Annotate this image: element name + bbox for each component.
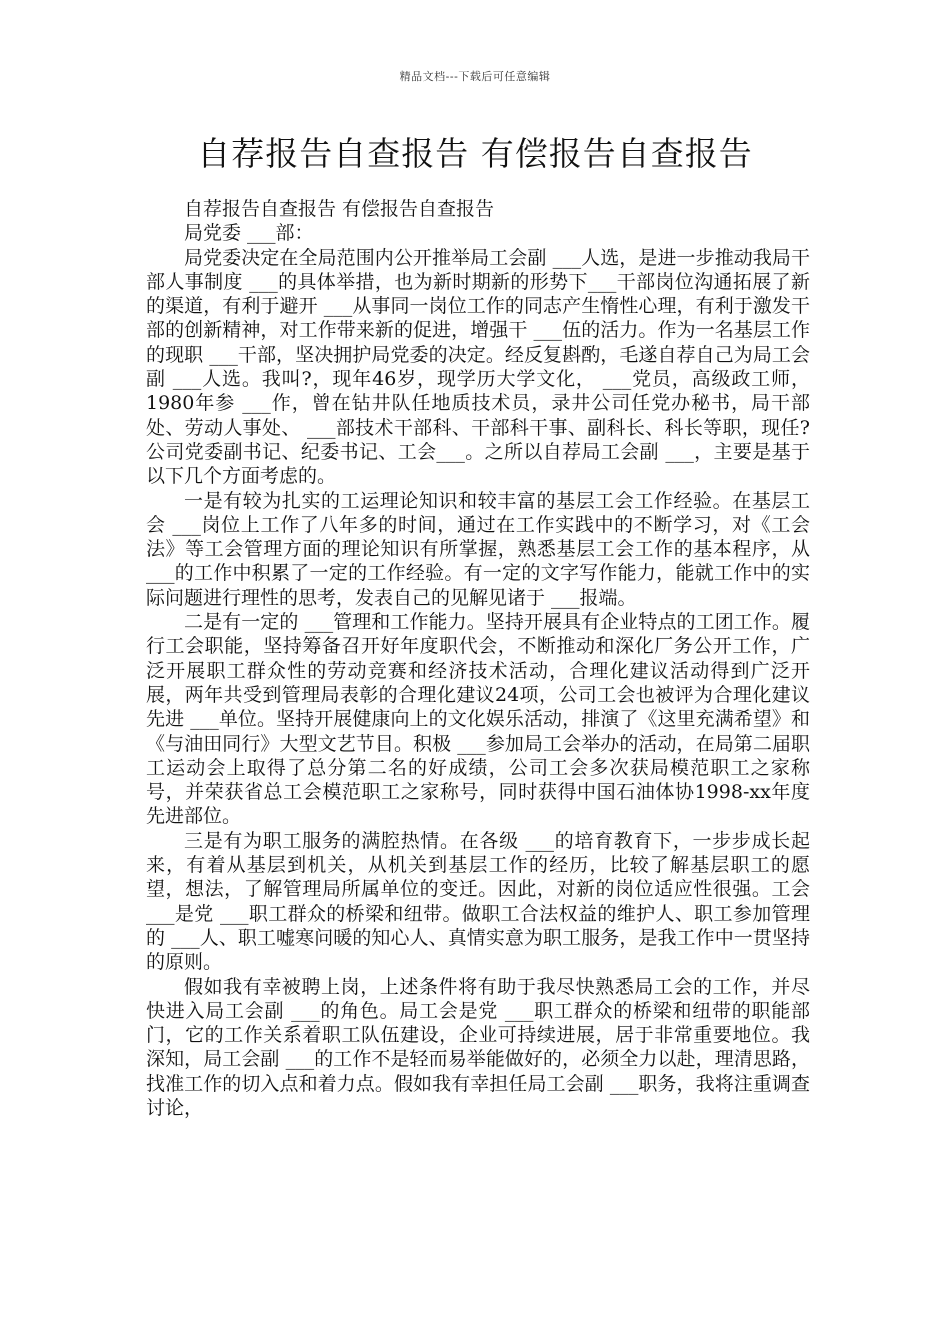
paragraph-subtitle: 自荐报告自查报告 有偿报告自查报告 <box>184 198 495 220</box>
paragraph-salutation: 局党委 ___部： <box>184 222 314 245</box>
paragraph-closing: 假如我有幸被聘上岗，上述条件将有助于我尽快熟悉局工会的工作，并尽快进入局工会副 ___的角色。局工会是党 ___职工群众的桥梁和纽带的职能部门，它的工作关系着职工队伍建设，企业可持续进展，居于非常重要地位。我深知，局工会副 ___的工作不是轻而易举能做好的，必须全力以赴，理清思路，找准工作的切入点和着力点。假如我有幸担任局工会副 ___职务，我将注重调查讨论， <box>146 975 810 1119</box>
document-title: 自荐报告自查报告 有偿报告自查报告 <box>197 134 753 173</box>
document-body <box>146 197 810 1120</box>
paragraph-point-two: 二是有一定的 ___管理和工作能力。坚持开展具有企业特点的工团工作。履行工会职能，坚持筹备召开好年度职代会，不断推动和深化厂务公开工作，广泛开展职工群众性的劳动竞赛和经济技术活动，合理化建议活动得到广泛开展，两年共受到管理局表彰的合理化建议24项，公司工会也被评为合理化建议先进 ___单位。坚持开展健康向上的文化娱乐活动，排演了《这里充满希望》和《与油田同行》大型文艺节目。积极 ___参加局工会举办的活动，在局第二届职工运动会上取得了总分第二名的好成绩，公司工会多次获局模范职工之家称号，并荣获省总工会模范职工之家称号，同时获得中国石油体协1998-xx年度先进部位。 <box>146 611 810 828</box>
paragraph-point-three: 三是有为职工服务的满腔热情。在各级 ___的培育教育下，一步步成长起来，有着从基层到机关，从机关到基层工作的经历，比较了解基层职工的愿望，想法，了解管理局所属单位的变迁。因此，对新的岗位适应性很强。工会 ___是党 ___职工群众的桥梁和纽带。做职工合法权益的维护人、职工参加管理的 ___人、职工嘘寒问暖的知心人、真情实意为职工服务，是我工作中一贯坚持的原则。 <box>146 829 810 974</box>
paragraph-intro: 局党委决定在全局范围内公开推举局工会副 ___人选，是进一步推动我局干部人事制度 ___的具体举措，也为新时期新的形势下___干部岗位沟通拓展了新的渠道，有利于避开 ___从事同一岗位工作的同志产生惰性心理，有利于激发干部的创新精神，对工作带来新的促进，增强干 ___伍的活力。作为一名基层工作的现职 ___干部，坚决拥护局党委的决定。经反复斟酌，毛遂自荐自己为局工会副 ___人选。我叫?，现年46岁，现学历大学文化， ___党员，高级政工师，1980年参 ___作，曾在钻井队任地质技术员，录井公司任党办秘书，局干部处、劳动人事处、 ___部技术干部科、干部科干事、副科长、科长等职，现任?公司党委副书记、纪委书记、工会___。之所以自荐局工会副 ___，主要是基于以下几个方面考虑的。 <box>146 246 810 488</box>
paragraph-point-one: 一是有较为扎实的工运理论知识和较丰富的基层工会工作经验。在基层工会 ___岗位上工作了八年多的时间，通过在工作实践中的不断学习，对《工会法》等工会管理方面的理论知识有所掌握，熟悉基层工会工作的基本程序，从 ___的工作中积累了一定的工作经验。有一定的文字写作能力，能就工作中的实际问题进行理性的思考，发表自己的见解见诸于 ___报端。 <box>146 489 810 609</box>
header-note: 精品文档---下载后可任意编辑 <box>399 70 551 83</box>
